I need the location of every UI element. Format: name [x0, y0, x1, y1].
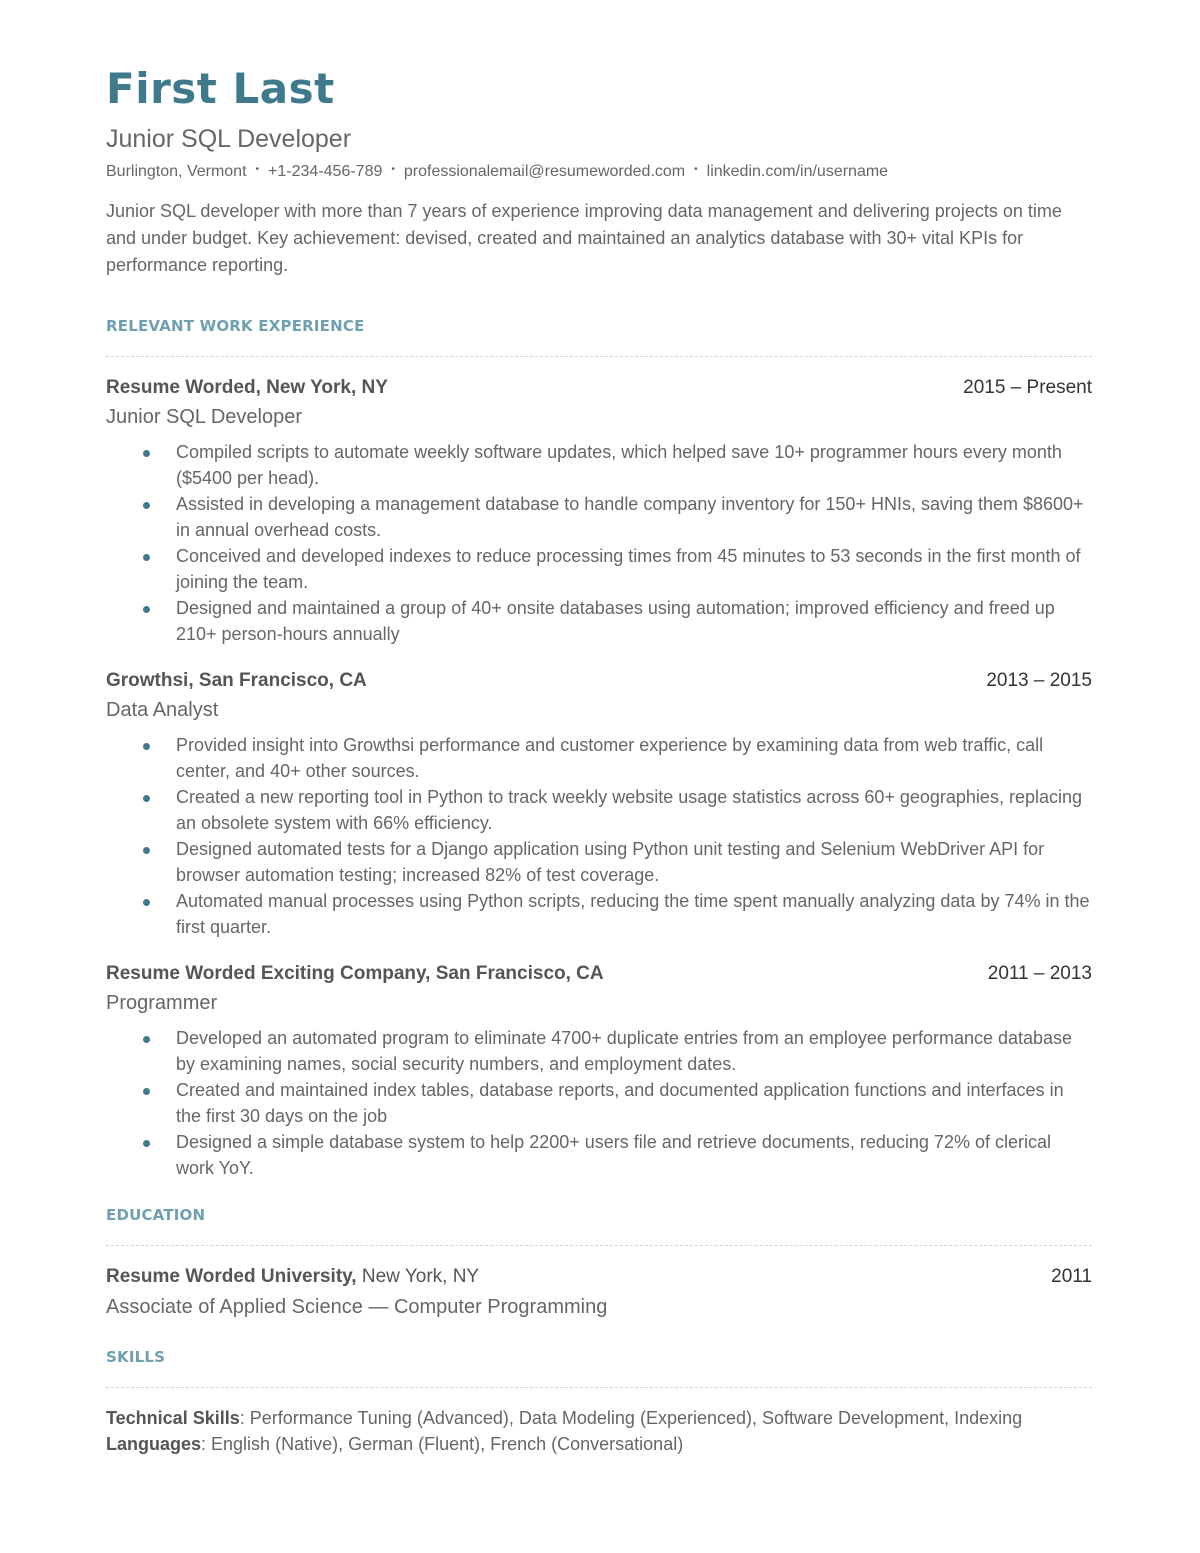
job-entry	[106, 962, 1092, 1181]
bullet-text: Designed automated tests for a Django application using Python unit testing and Selenium WebDriver API for browser automation testing; increased 82% of test coverage.	[176, 839, 1045, 886]
job-role: Data Analyst	[106, 699, 219, 722]
skills-list	[106, 1405, 1092, 1457]
candidate-title: Junior SQL Developer	[106, 125, 352, 153]
bullet-separator: •	[255, 164, 260, 175]
job-dates: 2015 – Present	[963, 377, 1092, 399]
bullet-icon	[143, 450, 150, 457]
bullet-text: Conceived and developed indexes to reduce processing times from 45 minutes to 53 seconds in the first month of joining the team.	[176, 546, 1081, 593]
bullet-icon	[143, 554, 150, 561]
list-item	[106, 439, 1092, 491]
job-bullets	[106, 1025, 1092, 1181]
list-item	[106, 491, 1092, 543]
contact-line	[106, 162, 1092, 182]
bullet-separator: •	[694, 164, 698, 175]
bullet-text: Provided insight into Growthsi performance and customer experience by examining data from web traffic, call center, and 40+ other sources.	[176, 735, 1044, 782]
section-heading-experience: RELEVANT WORK EXPERIENCE	[106, 317, 365, 336]
experience-section	[106, 316, 1092, 1181]
bullet-text: Assisted in developing a management database to handle company inventory for 150+ HNIs, saving them $8600+ in annual overhead costs.	[176, 494, 1084, 541]
bullet-icon	[143, 795, 150, 802]
list-item	[106, 836, 1092, 888]
resume-header	[106, 60, 1092, 279]
bullet-icon	[143, 847, 150, 854]
list-item	[106, 732, 1092, 784]
job-dates: 2011 – 2013	[987, 963, 1092, 985]
list-item	[106, 1025, 1092, 1077]
bullet-text: Created a new reporting tool in Python to track weekly website usage statistics across 60+ geographies, replacing an obsolete system with 66% efficiency.	[176, 787, 1082, 834]
bullet-text: Compiled scripts to automate weekly software updates, which helped save 10+ programmer hours every month ($5400 per head).	[176, 442, 1062, 489]
education-entry	[106, 1265, 1092, 1321]
contact-linkedin[interactable]: linkedin.com/in/username	[706, 163, 889, 181]
job-entry	[106, 669, 1092, 940]
section-heading-education: EDUCATION	[106, 1206, 206, 1225]
job-bullets	[106, 732, 1092, 940]
skills-section	[106, 1347, 1092, 1457]
skills-technical	[106, 1405, 1092, 1431]
section-divider	[106, 356, 1092, 357]
job-header	[106, 669, 1092, 693]
education-school: Resume Worded University,	[106, 1266, 357, 1288]
bullet-icon	[143, 502, 150, 509]
contact-phone: +1-234-456-789	[268, 163, 383, 181]
summary-paragraph: Junior SQL developer with more than 7 years of experience improving data management and delivering projects on time and under budget. Key achievement: devised, created and maintained an analytics database with 30+ vital KPIs for performance reporting.	[106, 201, 1062, 276]
section-divider	[106, 1387, 1092, 1388]
list-item	[106, 1077, 1092, 1129]
job-entry	[106, 376, 1092, 647]
list-item	[106, 1129, 1092, 1181]
section-divider	[106, 1245, 1092, 1246]
bullet-text: Created and maintained index tables, database reports, and documented application functions and interfaces in the first 30 days on the job	[176, 1080, 1064, 1127]
bullet-text: Designed and maintained a group of 40+ onsite databases using automation; improved efficiency and freed up 210+ person-hours annually	[176, 598, 1055, 645]
job-dates: 2013 – 2015	[986, 670, 1092, 692]
list-item	[106, 784, 1092, 836]
bullet-separator: •	[391, 164, 395, 175]
bullet-icon	[143, 1036, 150, 1043]
job-company: Resume Worded, New York, NY	[106, 377, 388, 399]
education-year: 2011	[1051, 1266, 1092, 1288]
skills-technical-value: : Performance Tuning (Advanced), Data Modeling (Experienced), Software Development, Indexing	[239, 1408, 1023, 1429]
job-header	[106, 962, 1092, 986]
list-item	[106, 888, 1092, 940]
bullet-icon	[143, 899, 150, 906]
job-company: Resume Worded Exciting Company, San Francisco, CA	[106, 963, 604, 985]
contact-email[interactable]: professionalemail@resumeworded.com	[403, 163, 686, 181]
skills-languages-label: Languages	[106, 1434, 202, 1455]
job-role: Junior SQL Developer	[106, 406, 303, 429]
contact-location: Burlington, Vermont	[106, 163, 247, 181]
education-header	[106, 1265, 1092, 1289]
education-school-line	[106, 1265, 479, 1289]
bullet-icon	[143, 606, 150, 613]
job-header	[106, 376, 1092, 400]
candidate-name: First Last	[106, 64, 335, 113]
skills-languages-value: : English (Native), German (Fluent), French (Conversational)	[201, 1434, 684, 1455]
job-role: Programmer	[106, 992, 218, 1015]
skills-technical-label: Technical Skills	[106, 1408, 240, 1429]
bullet-text: Developed an automated program to eliminate 4700+ duplicate entries from an employee performance database by examining names, social security numbers, and employment dates.	[176, 1028, 1073, 1075]
job-bullets	[106, 439, 1092, 647]
list-item	[106, 543, 1092, 595]
bullet-icon	[143, 743, 150, 750]
job-company: Growthsi, San Francisco, CA	[106, 670, 367, 692]
bullet-text: Designed a simple database system to help 2200+ users file and retrieve documents, reducing 72% of clerical work YoY.	[176, 1132, 1051, 1179]
resume-page	[106, 60, 1092, 1457]
bullet-icon	[143, 1140, 150, 1147]
education-section	[106, 1205, 1092, 1321]
section-heading-skills: SKILLS	[106, 1348, 166, 1367]
list-item	[106, 595, 1092, 647]
education-location: New York, NY	[361, 1266, 480, 1288]
education-degree: Associate of Applied Science — Computer Programming	[106, 1296, 608, 1319]
skills-languages	[106, 1431, 1092, 1457]
bullet-icon	[143, 1088, 150, 1095]
bullet-text: Automated manual processes using Python scripts, reducing the time spent manually analyzing data by 74% in the first quarter.	[176, 891, 1090, 938]
